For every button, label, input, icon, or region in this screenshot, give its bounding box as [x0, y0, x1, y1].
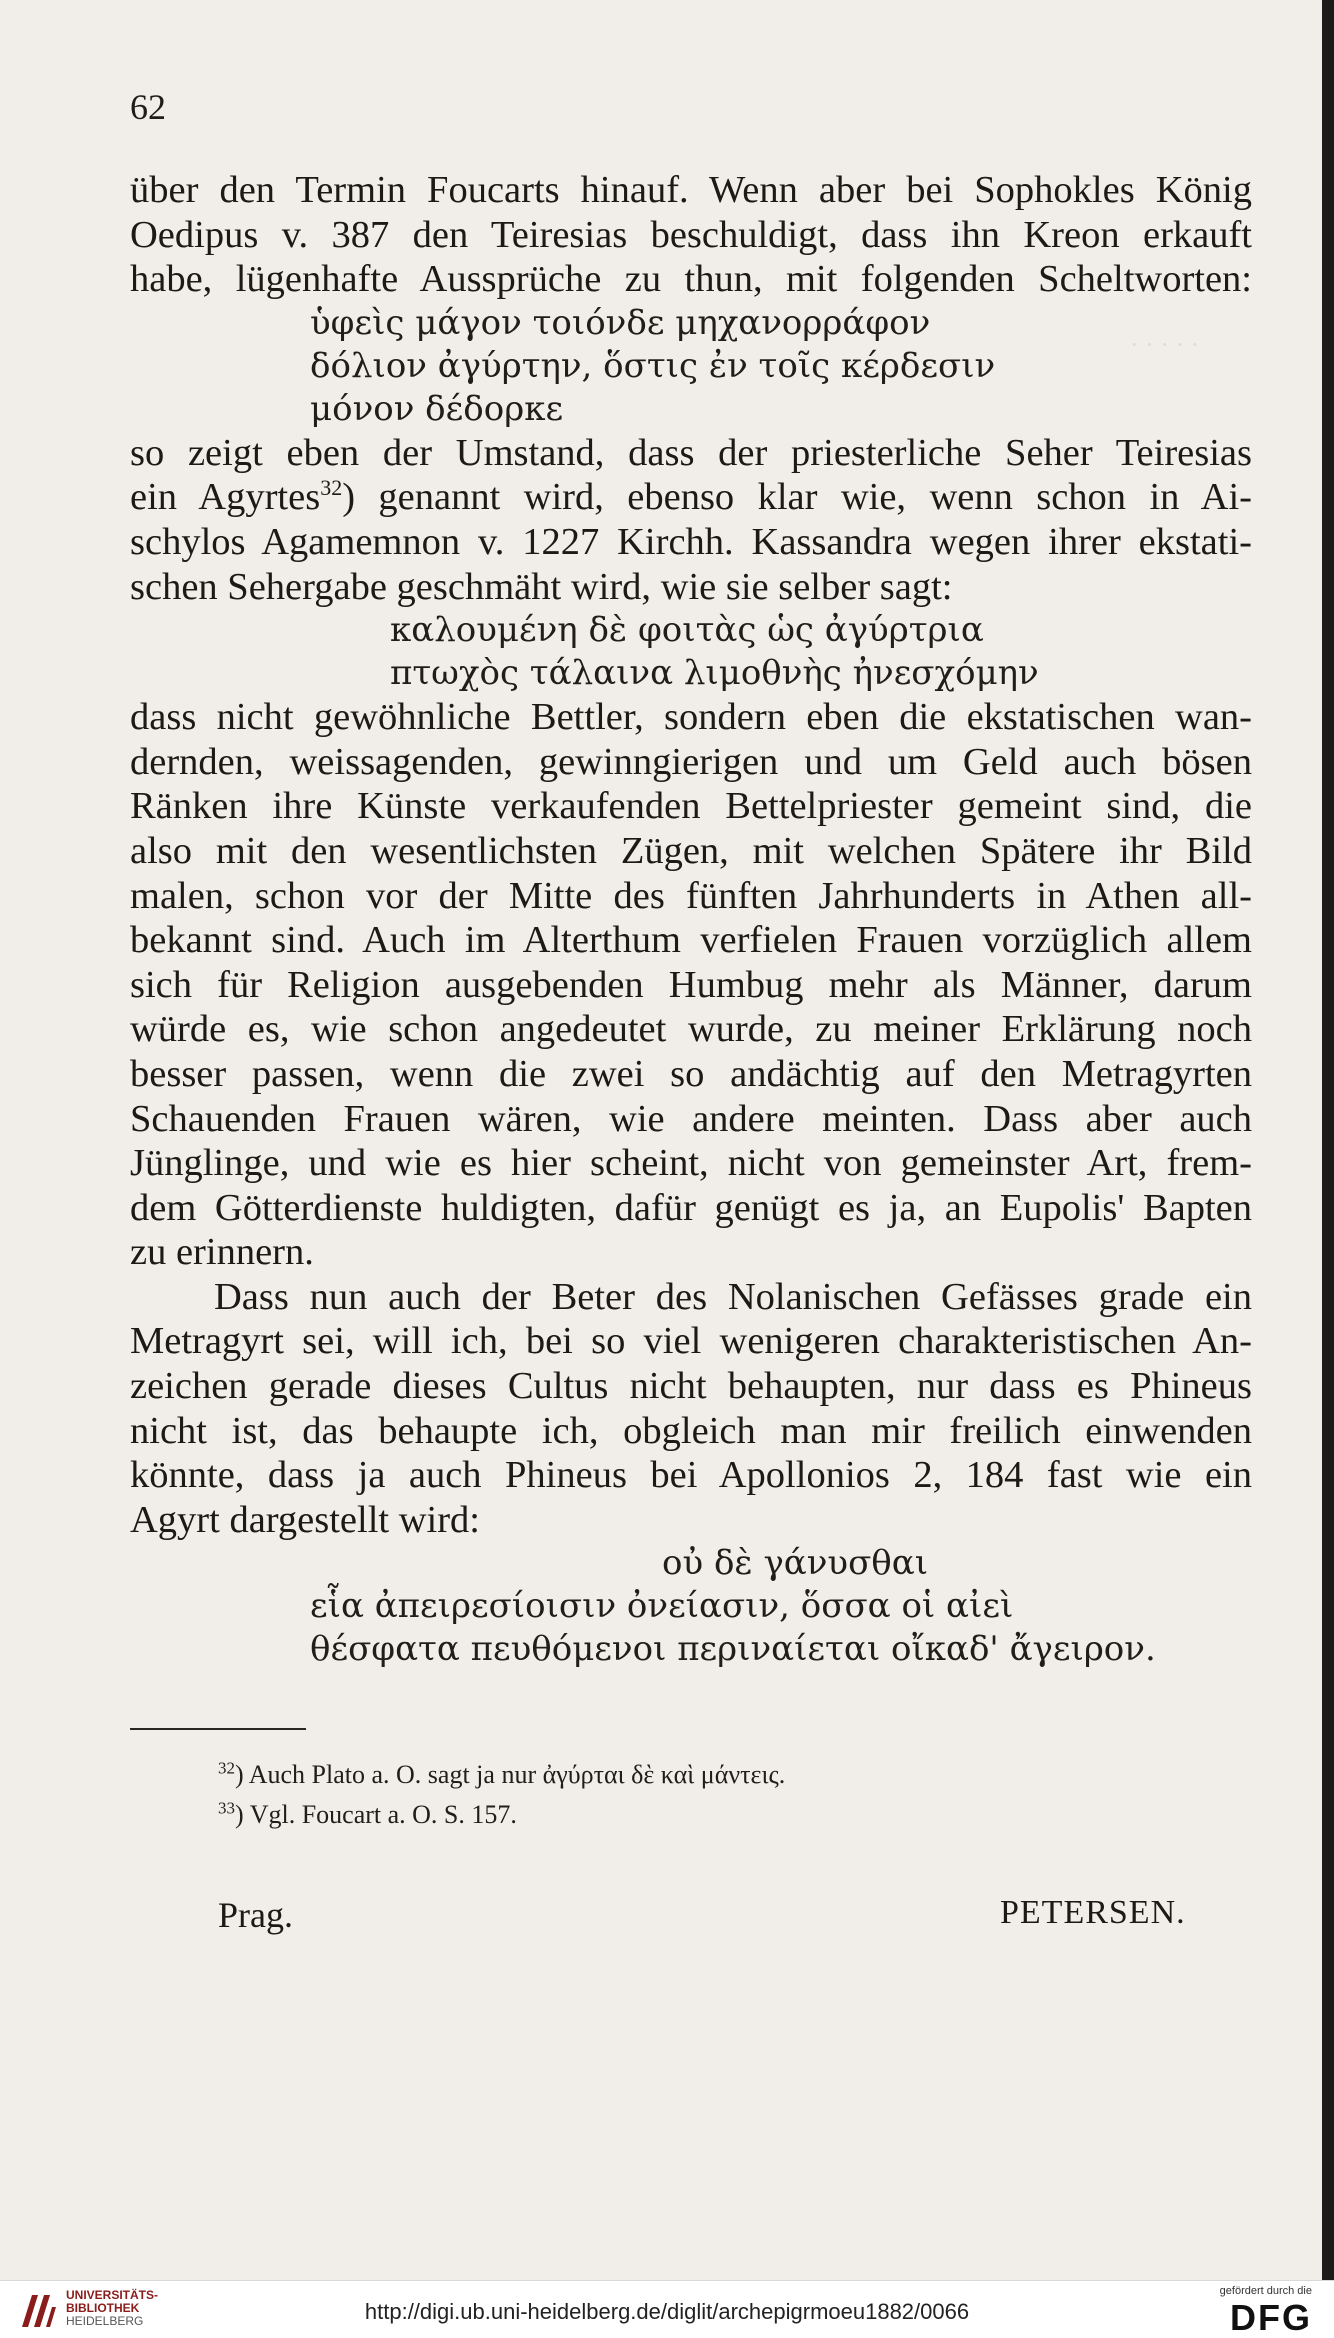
- text-fragment: ) genannt wird, ebenso klar wie, wenn schon in Ai-: [342, 476, 1252, 519]
- dfg-caption: gefördert durch die: [1219, 2285, 1312, 2297]
- footnote-text: ) Vgl. Foucart a. O. S. 157.: [235, 1800, 517, 1829]
- text-line: habe, lügenhafte Aussprüche zu thun, mit folgenden Scheltworten:: [130, 258, 1252, 301]
- dfg-logo[interactable]: DFG: [1230, 2297, 1312, 2338]
- footnote-number: 32: [218, 1758, 235, 1778]
- text-line-with-footnote: [130, 475, 1252, 520]
- text-line: Agyrt dargestellt wird:: [130, 1498, 480, 1541]
- text-line: zeichen gerade dieses Cultus nicht behaupten, nur dass es Phineus: [130, 1365, 1252, 1408]
- signature-author: PETERSEN.: [1000, 1894, 1186, 1931]
- library-name-line: UNIVERSITÄTS-: [66, 2288, 159, 2302]
- text-line: dass nicht gewöhnliche Bettler, sondern eben die ekstatischen wan-: [130, 696, 1252, 739]
- greek-verse-line: καλουμένη δὲ φοιτὰς ὡς ἀγύρτρια: [390, 610, 984, 651]
- bleed-through-texture: · · · · ·: [1130, 330, 1200, 359]
- text-line: also mit den wesentlichsten Zügen, mit welchen Spätere ihr Bild: [130, 829, 1252, 872]
- text-line: besser passen, wenn die zwei so andächtig auf den Metragyrten: [130, 1052, 1252, 1095]
- body-text: [130, 168, 1252, 1671]
- text-line: zu erinnern.: [130, 1231, 314, 1274]
- greek-verse-line: εἷα ἀπειρεσίοισιν ὀνείασιν, ὅσσα οἱ αἰεὶ: [310, 1586, 1014, 1627]
- greek-verse-line: μόνον δέδορκε: [310, 388, 564, 429]
- footnote-number: 33: [218, 1798, 235, 1818]
- page-edge-shadow: [1322, 0, 1334, 2280]
- text-line: dernden, weissagenden, gewinngierigen und um Geld auch bösen: [130, 740, 1252, 783]
- signature-place: Prag.: [218, 1895, 293, 1935]
- text-line: könnte, dass ja auch Phineus bei Apollonios 2, 184 fast wie ein: [130, 1454, 1252, 1497]
- text-line: schen Sehergabe geschmäht wird, wie sie selber sagt:: [130, 565, 953, 608]
- text-line: sich für Religion ausgebenden Humbug mehr als Männer, darum: [130, 963, 1252, 1006]
- viewer-footer: [0, 2280, 1334, 2338]
- text-line: Dass nun auch der Beter des Nolanischen Gefässes grade ein: [214, 1275, 1252, 1318]
- text-line: Oedipus v. 387 den Teiresias beschuldigt, dass ihn Kreon erkauft: [130, 213, 1252, 256]
- text-line: nicht ist, das behaupte ich, obgleich man mir freilich einwenden: [130, 1409, 1252, 1452]
- text-line: Jünglinge, und wie es hier scheint, nicht von gemeinster Art, frem-: [130, 1142, 1252, 1185]
- text-line: schylos Agamemnon v. 1227 Kirchh. Kassandra wegen ihrer ekstati-: [130, 520, 1252, 563]
- footnote-ref: 32: [320, 475, 343, 501]
- greek-verse-line: ὑφεὶς μάγον τοιόνδε μηχανορράφον: [310, 302, 931, 343]
- greek-verse-line: οὐ δὲ γάνυσθαι: [662, 1543, 929, 1584]
- text-line: Schauenden Frauen wären, wie andere meinten. Dass aber auch: [130, 1097, 1252, 1140]
- text-line: bekannt sind. Auch im Alterthum verfielen Frauen vorzüglich allem: [130, 919, 1252, 962]
- text-line: über den Termin Foucarts hinauf. Wenn aber bei Sophokles König: [130, 169, 1252, 211]
- greek-verse-line: δόλιον ἀγύρτην, ὅστις ἐν τοῖς κέρδεσιν: [310, 345, 996, 386]
- text-line: malen, schon vor der Mitte des fünften Jahrhunderts in Athen all-: [130, 874, 1252, 917]
- permalink-url[interactable]: http://digi.ub.uni-heidelberg.de/diglit/archepigrmoeu1882/0066: [364, 2299, 970, 2324]
- text-fragment: ein Agyrtes: [130, 476, 321, 519]
- footnote-32: [218, 1760, 785, 1790]
- greek-verse-line: πτωχὸς τάλαινα λιμοθνὴς ἠνεσχόμην: [390, 653, 1039, 694]
- library-name-line: BIBLIOTHEK: [66, 2301, 140, 2315]
- text-line: so zeigt eben der Umstand, dass der priesterliche Seher Teiresias: [130, 431, 1252, 474]
- text-line: Ränken ihre Künste verkaufenden Bettelpriester gemeint sind, die: [130, 785, 1252, 828]
- greek-verse-line: θέσφατα πευθόμενοι περιναίεται οἴκαδ' ἄγειρον.: [310, 1629, 1156, 1670]
- footnote-33: [218, 1800, 517, 1830]
- text-line: dem Götterdienste huldigten, dafür genügt es ja, an Eupolis' Bapten: [130, 1186, 1252, 1229]
- page-number: 62: [130, 87, 166, 127]
- footnote-divider: [130, 1728, 306, 1730]
- text-line: würde es, wie schon angedeutet wurde, zu meiner Erklärung noch: [130, 1008, 1252, 1051]
- library-name-line: HEIDELBERG: [66, 2314, 144, 2328]
- footnote-text: ) Auch Plato a. O. sagt ja nur ἀγύρται δὲ καὶ μάντεις.: [235, 1760, 786, 1789]
- text-line: Metragyrt sei, will ich, bei so viel wenigeren charakteristischen An-: [130, 1320, 1252, 1363]
